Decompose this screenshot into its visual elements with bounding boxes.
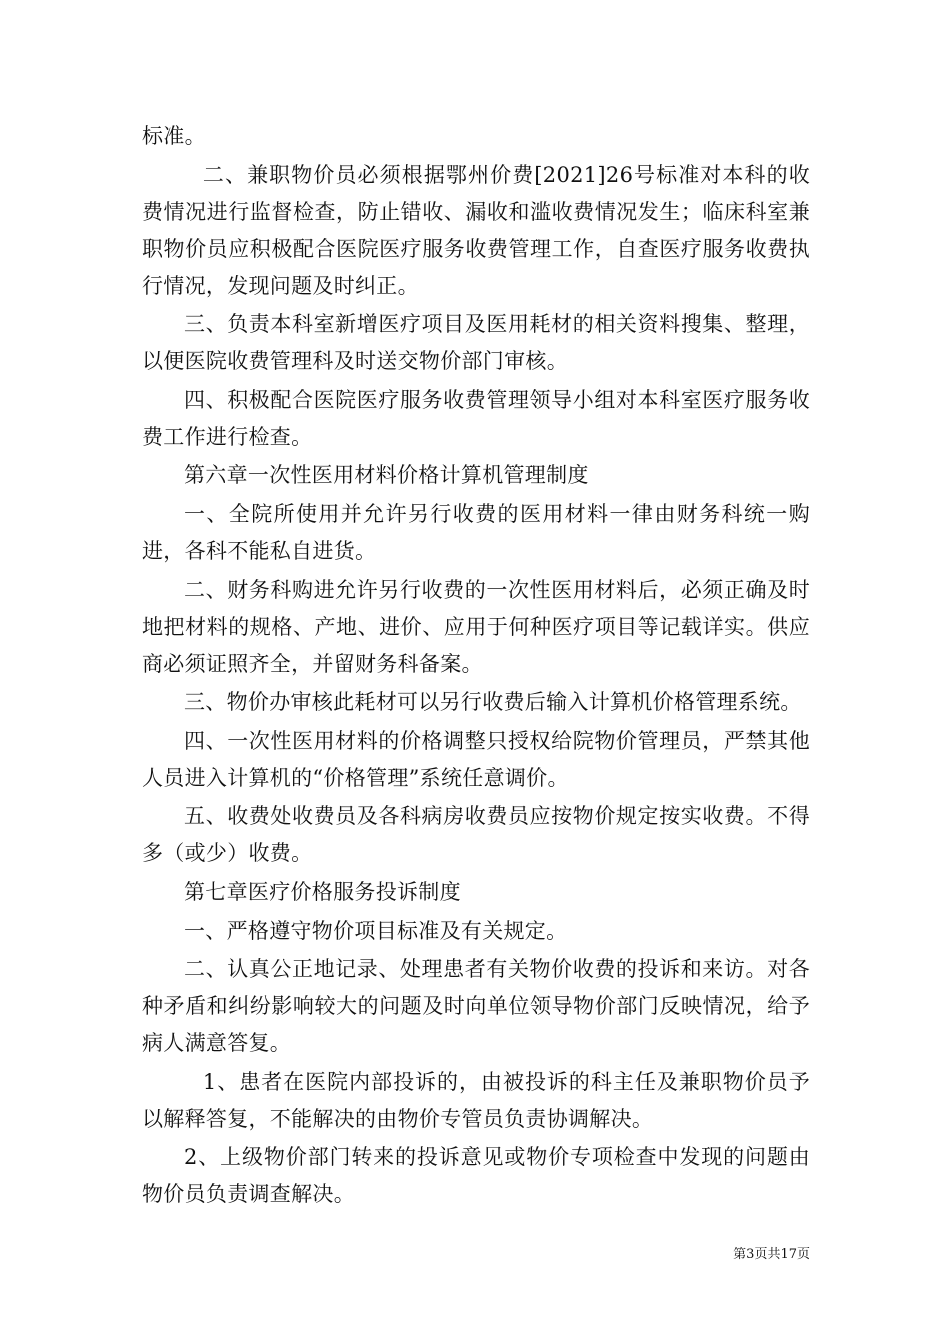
document-body	[142, 118, 810, 1213]
paragraph-item-2: 二、兼职物价员必须根据鄂州价费[2021]26号标准对本科的收费情况进行监督检查，防止错收、漏收和滥收费情况发生；临床科室兼职物价员应积极配合医院医疗服务收费管理工作，自查医疗服务收费执行情况，发现问题及时纠正。	[142, 162, 810, 298]
paragraph-continuation: 标准。	[142, 124, 206, 148]
chapter-6-item-4: 四、一次性医用材料的价格调整只授权给院物价管理员，严禁其他人员进入计算机的“价格管理”系统任意调价。	[142, 728, 810, 790]
chapter-7-heading: 第七章医疗价格服务投诉制度	[184, 879, 461, 904]
chapter-7-subitem-1: 1、患者在医院内部投诉的，由被投诉的科主任及兼职物价员予以解释答复，不能解决的由物价专管员负责协调解决。	[142, 1069, 810, 1131]
page-number-footer: 第3页共17页	[733, 1247, 810, 1262]
chapter-6-item-3: 三、物价办审核此耗材可以另行收费后输入计算机价格管理系统。	[184, 690, 802, 715]
chapter-6-item-5: 五、收费处收费员及各科病房收费员应按物价规定按实收费。不得多（或少）收费。	[142, 804, 810, 866]
chapter-7-subitem-2: 2、上级物价部门转来的投诉意见或物价专项检查中发现的问题由物价员负责调查解决。	[142, 1145, 810, 1207]
paragraph-item-3: 三、负责本科室新增医疗项目及医用耗材的相关资料搜集、整理，以便医院收费管理科及时送交物价部门审核。	[142, 312, 810, 374]
chapter-6-heading: 第六章一次性医用材料价格计算机管理制度	[184, 463, 589, 488]
chapter-6-item-2: 二、财务科购进允许另行收费的一次性医用材料后，必须正确及时地把材料的规格、产地、进价、应用于何种医疗项目等记载详实。供应商必须证照齐全，并留财务科备案。	[142, 577, 810, 676]
chapter-6-item-1: 一、全院所使用并允许另行收费的医用材料一律由财务科统一购进，各科不能私自进货。	[142, 501, 810, 563]
chapter-7-item-2: 二、认真公正地记录、处理患者有关物价收费的投诉和来访。对各种矛盾和纠纷影响较大的问题及时向单位领导物价部门反映情况，给予病人满意答复。	[142, 957, 810, 1056]
paragraph-item-4: 四、积极配合医院医疗服务收费管理领导小组对本科室医疗服务收费工作进行检查。	[142, 387, 810, 449]
chapter-7-item-1: 一、严格遵守物价项目标准及有关规定。	[184, 918, 568, 943]
